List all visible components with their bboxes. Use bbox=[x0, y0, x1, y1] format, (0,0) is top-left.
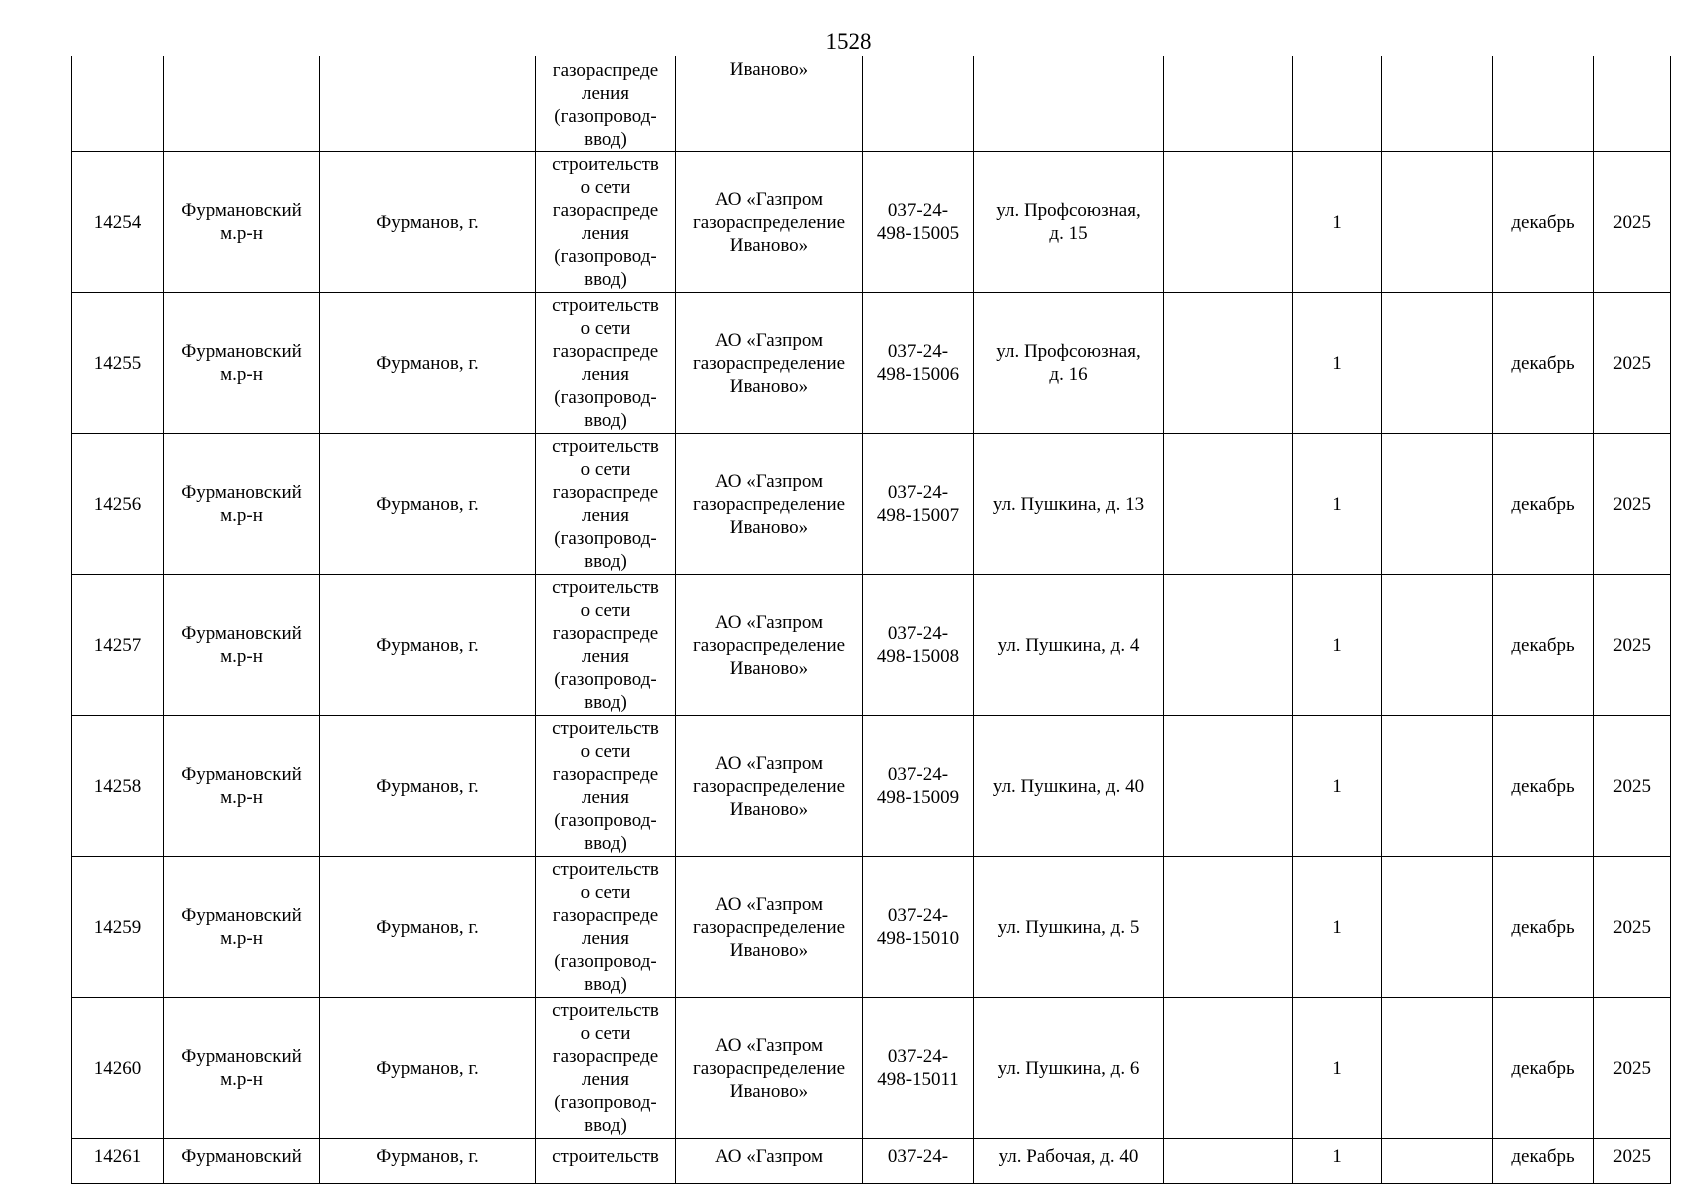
cell-month bbox=[1493, 56, 1594, 152]
cell-address: ул. Пушкина, д. 40 bbox=[974, 716, 1164, 857]
table-row-fragment-top bbox=[72, 56, 1671, 152]
cell-empty-1 bbox=[1164, 434, 1293, 575]
cell-code: 037-24- bbox=[863, 1139, 974, 1184]
cell-empty-1 bbox=[1164, 56, 1293, 152]
cell-year bbox=[1594, 56, 1671, 152]
cell-empty-2 bbox=[1382, 998, 1493, 1139]
cell-year: 2025 bbox=[1594, 575, 1671, 716]
table-row bbox=[72, 434, 1671, 575]
cell-id: 14258 bbox=[72, 716, 164, 857]
cell-organization: АО «Газпром газораспределение Иваново» bbox=[676, 293, 863, 434]
cell-settlement: Фурманов, г. bbox=[320, 857, 536, 998]
cell-month: декабрь bbox=[1493, 434, 1594, 575]
cell-organization: АО «Газпром газораспределение Иваново» bbox=[676, 857, 863, 998]
cell-id: 14255 bbox=[72, 293, 164, 434]
cell-settlement: Фурманов, г. bbox=[320, 152, 536, 293]
cell-id: 14259 bbox=[72, 857, 164, 998]
cell-organization: АО «Газпром газораспределение Иваново» bbox=[676, 434, 863, 575]
cell-year: 2025 bbox=[1594, 293, 1671, 434]
table-row bbox=[72, 152, 1671, 293]
cell-work-type: строительств о сети газораспреде ления (газопровод- ввод) bbox=[536, 998, 676, 1139]
cell-year: 2025 bbox=[1594, 857, 1671, 998]
cell-empty-1 bbox=[1164, 575, 1293, 716]
cell-empty-2 bbox=[1382, 575, 1493, 716]
cell-empty-2 bbox=[1382, 293, 1493, 434]
cell-month: декабрь bbox=[1493, 1139, 1594, 1184]
cell-code: 037-24- 498-15010 bbox=[863, 857, 974, 998]
cell-count bbox=[1293, 56, 1382, 152]
cell-year: 2025 bbox=[1594, 1139, 1671, 1184]
cell-count: 1 bbox=[1293, 434, 1382, 575]
cell-empty-2 bbox=[1382, 716, 1493, 857]
table-row bbox=[72, 716, 1671, 857]
cell-work-type: газораспреде ления (газопровод- ввод) bbox=[536, 56, 676, 152]
gas-network-table bbox=[71, 56, 1671, 1184]
cell-empty-2 bbox=[1382, 152, 1493, 293]
cell-address bbox=[974, 56, 1164, 152]
cell-id: 14256 bbox=[72, 434, 164, 575]
cell-year: 2025 bbox=[1594, 998, 1671, 1139]
cell-address: ул. Рабочая, д. 40 bbox=[974, 1139, 1164, 1184]
cell-month: декабрь bbox=[1493, 716, 1594, 857]
cell-month: декабрь bbox=[1493, 293, 1594, 434]
cell-work-type: строительств bbox=[536, 1139, 676, 1184]
cell-settlement: Фурманов, г. bbox=[320, 293, 536, 434]
cell-settlement: Фурманов, г. bbox=[320, 434, 536, 575]
cell-work-type: строительств о сети газораспреде ления (газопровод- ввод) bbox=[536, 716, 676, 857]
table-row bbox=[72, 998, 1671, 1139]
cell-address: ул. Пушкина, д. 13 bbox=[974, 434, 1164, 575]
cell-id: 14260 bbox=[72, 998, 164, 1139]
cell-count: 1 bbox=[1293, 716, 1382, 857]
table-row-fragment-bottom bbox=[72, 1139, 1671, 1184]
cell-district: Фурмановский м.р-н bbox=[164, 575, 320, 716]
cell-district: Фурмановский м.р-н bbox=[164, 293, 320, 434]
cell-settlement: Фурманов, г. bbox=[320, 575, 536, 716]
cell-code: 037-24- 498-15005 bbox=[863, 152, 974, 293]
cell-empty-1 bbox=[1164, 293, 1293, 434]
cell-organization: АО «Газпром газораспределение Иваново» bbox=[676, 152, 863, 293]
cell-empty-1 bbox=[1164, 998, 1293, 1139]
cell-id: 14261 bbox=[72, 1139, 164, 1184]
table-row bbox=[72, 857, 1671, 998]
cell-work-type: строительств о сети газораспреде ления (газопровод- ввод) bbox=[536, 152, 676, 293]
cell-code: 037-24- 498-15008 bbox=[863, 575, 974, 716]
cell-month: декабрь bbox=[1493, 575, 1594, 716]
cell-code: 037-24- 498-15011 bbox=[863, 998, 974, 1139]
cell-settlement bbox=[320, 56, 536, 152]
cell-organization: АО «Газпром газораспределение Иваново» bbox=[676, 998, 863, 1139]
cell-year: 2025 bbox=[1594, 716, 1671, 857]
cell-district: Фурмановский bbox=[164, 1139, 320, 1184]
cell-settlement: Фурманов, г. bbox=[320, 1139, 536, 1184]
cell-year: 2025 bbox=[1594, 434, 1671, 575]
cell-count: 1 bbox=[1293, 575, 1382, 716]
cell-settlement: Фурманов, г. bbox=[320, 998, 536, 1139]
cell-organization: АО «Газпром газораспределение Иваново» bbox=[676, 716, 863, 857]
cell-id bbox=[72, 56, 164, 152]
cell-work-type: строительств о сети газораспреде ления (газопровод- ввод) bbox=[536, 434, 676, 575]
cell-code: 037-24- 498-15009 bbox=[863, 716, 974, 857]
cell-empty-1 bbox=[1164, 857, 1293, 998]
cell-year: 2025 bbox=[1594, 152, 1671, 293]
cell-code: 037-24- 498-15006 bbox=[863, 293, 974, 434]
cell-address: ул. Пушкина, д. 6 bbox=[974, 998, 1164, 1139]
cell-work-type: строительств о сети газораспреде ления (газопровод- ввод) bbox=[536, 575, 676, 716]
cell-address: ул. Профсоюзная, д. 16 bbox=[974, 293, 1164, 434]
cell-district: Фурмановский м.р-н bbox=[164, 716, 320, 857]
cell-month: декабрь bbox=[1493, 152, 1594, 293]
cell-empty-1 bbox=[1164, 716, 1293, 857]
cell-district: Фурмановский м.р-н bbox=[164, 857, 320, 998]
cell-organization: АО «Газпром bbox=[676, 1139, 863, 1184]
cell-id: 14257 bbox=[72, 575, 164, 716]
cell-empty-2 bbox=[1382, 1139, 1493, 1184]
cell-count: 1 bbox=[1293, 998, 1382, 1139]
cell-code: 037-24- 498-15007 bbox=[863, 434, 974, 575]
cell-district: Фурмановский м.р-н bbox=[164, 434, 320, 575]
cell-organization: АО «Газпром газораспределение Иваново» bbox=[676, 575, 863, 716]
cell-empty-1 bbox=[1164, 1139, 1293, 1184]
cell-month: декабрь bbox=[1493, 998, 1594, 1139]
cell-address: ул. Профсоюзная, д. 15 bbox=[974, 152, 1164, 293]
cell-work-type: строительств о сети газораспреде ления (газопровод- ввод) bbox=[536, 857, 676, 998]
table-row bbox=[72, 293, 1671, 434]
table-row bbox=[72, 575, 1671, 716]
cell-district: Фурмановский м.р-н bbox=[164, 152, 320, 293]
cell-work-type: строительств о сети газораспреде ления (газопровод- ввод) bbox=[536, 293, 676, 434]
cell-address: ул. Пушкина, д. 4 bbox=[974, 575, 1164, 716]
cell-settlement: Фурманов, г. bbox=[320, 716, 536, 857]
cell-district: Фурмановский м.р-н bbox=[164, 998, 320, 1139]
cell-empty-1 bbox=[1164, 152, 1293, 293]
cell-count: 1 bbox=[1293, 1139, 1382, 1184]
page-number: 1528 bbox=[825, 29, 872, 54]
cell-organization: Иваново» bbox=[676, 56, 863, 152]
cell-count: 1 bbox=[1293, 152, 1382, 293]
cell-month: декабрь bbox=[1493, 857, 1594, 998]
cell-address: ул. Пушкина, д. 5 bbox=[974, 857, 1164, 998]
cell-count: 1 bbox=[1293, 293, 1382, 434]
cell-empty-2 bbox=[1382, 857, 1493, 998]
cell-district bbox=[164, 56, 320, 152]
cell-empty-2 bbox=[1382, 56, 1493, 152]
cell-count: 1 bbox=[1293, 857, 1382, 998]
cell-empty-2 bbox=[1382, 434, 1493, 575]
cell-id: 14254 bbox=[72, 152, 164, 293]
cell-code bbox=[863, 56, 974, 152]
